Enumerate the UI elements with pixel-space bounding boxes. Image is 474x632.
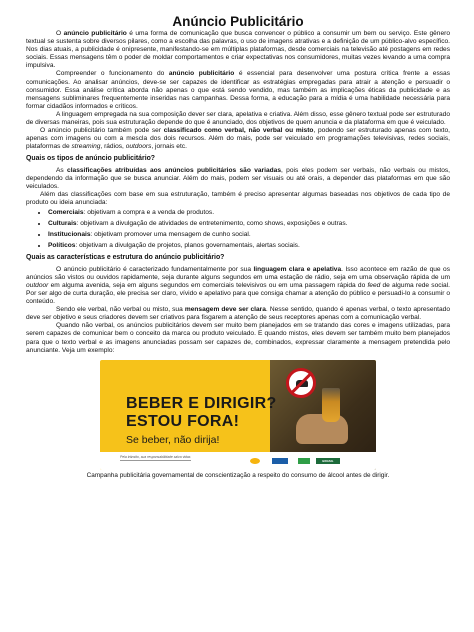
list-item [48, 231, 450, 239]
text: O [56, 30, 64, 37]
intro-paragraph-2 [26, 70, 450, 110]
list-desc: : objetivam a compra e a venda de produtos. [83, 209, 215, 217]
glass-icon [322, 388, 340, 422]
text: Compreender o funcionamento do [56, 70, 169, 78]
list-item [48, 242, 450, 250]
list-term: Institucionais [48, 231, 91, 239]
banner-footer [100, 452, 376, 470]
text: em alguma avenida, seja em alguns segundos em comerciais televisivos ou em uma passagem rápida do [48, 281, 368, 289]
banner-tagline: Se beber, não dirija! [126, 433, 220, 446]
image-caption: Campanha publicitária governamental de conscientização a respeito do consumo de álcool antes de dirigir. [86, 471, 390, 479]
text: é uma forma de comunicação que busca convencer o público a consumir um bem ou serviço. Este gênero textual se sustenta sobre diversos pilares, como a escolha das palavras, o uso de imagens atrativas e a definição de um público-alvo específico. Nos dias atuais, a publicidade é onipresente, manifestando-se em múltiplas plataformas, desde comerciais na televisão até postagens em redes sociais. Essas mensagens têm o poder de moldar comportamentos e criar expectativas nos consumidores, muitas vezes levando a uma compra impulsiva. [26, 30, 450, 70]
characteristics-paragraph-3: Quando não verbal, os anúncios publicitários devem ser muito bem planejados em se tratando das cores e imagens utilizadas, para serem capazes de comunicar bem o conceito da marca ou produto veiculado. E quando mistos, eles devem ser também muito bem planejados para que o texto verbal e as imagens anunciadas possam ser capazes de, combinados, expressar claramente a mensagem pretendida pelo anunciante. Veja um exemplo: [26, 322, 450, 354]
section-heading-types: Quais os tipos de anúncio publicitário? [26, 155, 156, 163]
characteristics-paragraph-1 [26, 266, 450, 306]
types-list [26, 209, 450, 250]
list-term: Comerciais [48, 209, 84, 217]
italic-text: outdoors [125, 143, 152, 151]
text: é essencial para desenvolver uma postura crítica frente a essas comunicações. Ao analisar anúncios, deve-se ser capazes de identificar as estratégias empregadas para atrair a atenção e persuadir o consumidor. Essa análise crítica aborda não apenas o que está sendo vendido, mas também as implicações éticas da publicidade e as mensagens subliminares frequentemente inseridas nas campanhas. Dessa forma, a educação para a mídia é uma habilidade necessária para formar cidadãos informados e críticos. [26, 70, 451, 110]
list-desc: : objetivam a divulgação de atividades de entretenimento, como shows, exposições e outras. [76, 220, 348, 228]
no-car-sign-icon [286, 368, 316, 398]
bold-text: anúncio publicitário [168, 70, 235, 78]
logo-denatran [272, 458, 288, 464]
banner-note: Pela trânsito, sua responsabilidade salva vidas [120, 454, 191, 459]
text: As [56, 166, 68, 174]
list-item [48, 220, 450, 228]
list-item [48, 209, 450, 217]
characteristics-paragraph-2 [26, 306, 450, 322]
intro-paragraph-4 [26, 127, 450, 151]
text: O anúncio publicitário é caracterizado fundamentalmente por sua [56, 265, 254, 273]
text: O anúncio publicitário também pode ser [40, 127, 164, 135]
list-term: Políticos [48, 242, 76, 250]
types-paragraph-1 [26, 167, 450, 191]
logo-3 [298, 458, 310, 464]
text: , podendo ser estruturado apenas com texto, apenas com imagens ou com a mescla dos dois recursos. Além do mais, pode ser veiculado em programações televisivas, redes sociais, plataformas de [26, 127, 450, 151]
text: , pois eles podem ser verbais, não verbais ou mistos, dependendo da informação que se busca anunciar. Além do mais, podem ser visuais ou até orais, a depender das plataformas em que são veiculados. [26, 166, 450, 190]
logo-brasil: BRASIL [316, 458, 340, 464]
section-heading-characteristics: Quais as características e estrutura do anúncio publicitário? [26, 254, 225, 262]
text: Sendo ele verbal, não verbal ou misto, sua [56, 306, 185, 314]
italic-text: outdoor [26, 281, 49, 289]
italic-text: streaming [71, 143, 101, 151]
banner-headline-2: ESTOU FORA! [126, 412, 240, 430]
bold-text: classificado como verbal, não verbal ou misto [163, 127, 314, 135]
text: . Nesse sentido, quando é apenas verbal, o texto apresentado deve ser objetivo e seus criadores devem ser criativos para fisgarem a atenção de seus receptores apenas com a comunicação verbal. [26, 306, 451, 322]
logo-1 [250, 458, 260, 464]
page-title: Anúncio Publicitário [172, 14, 304, 29]
text: , jornais etc. [151, 143, 187, 151]
bold-text: linguagem clara e apelativa [253, 265, 342, 273]
campaign-banner-image [100, 360, 376, 470]
list-desc: : objetivam a divulgação de projetos, planos governamentais, alertas sociais. [75, 242, 300, 250]
bold-text: anúncio publicitário [63, 30, 127, 37]
text: de alguma rede social. Por ser algo de curta duração, ele precisa ser claro, vívido e apelativo para que consiga chamar a atenção do público e persuadi-lo a consumir o conteúdo. [26, 281, 450, 306]
bold-text: classificações atribuídas aos anúncios publicitários são variadas [67, 166, 281, 174]
intro-paragraph-1 [26, 30, 450, 70]
banner-headline-1: BEBER E DIRIGIR? [126, 394, 277, 412]
text: . Isso acontece em razão de que os anúncios são vistos ou ouvidos rapidamente, seja durante alguns segundos em uma estação de rádio, seja em uma observação rápida de um [26, 265, 450, 281]
bold-text: mensagem deve ser clara [184, 306, 266, 314]
italic-text: feed [367, 281, 381, 289]
prohibition-bar [291, 371, 313, 393]
intro-paragraph-3: A linguagem empregada na sua composição dever ser clara, apelativa e criativa. Além disso, esse gênero textual pode ser estruturado de diversas maneiras, pois sua estruturação depende do que é anunciado, dos objetivos de quem anuncia e da plataforma em que é veiculado. [26, 110, 450, 127]
text: , rádios, [100, 143, 126, 151]
types-paragraph-2: Além das classificações com base em sua estruturação, também é preciso apresentar algumas baseadas nos objetivos de cada tipo de produto ou ideia anunciada: [26, 190, 450, 206]
list-desc: : objetivam promover uma mensagem de cunho social. [90, 231, 251, 239]
list-term: Culturais [48, 220, 77, 228]
